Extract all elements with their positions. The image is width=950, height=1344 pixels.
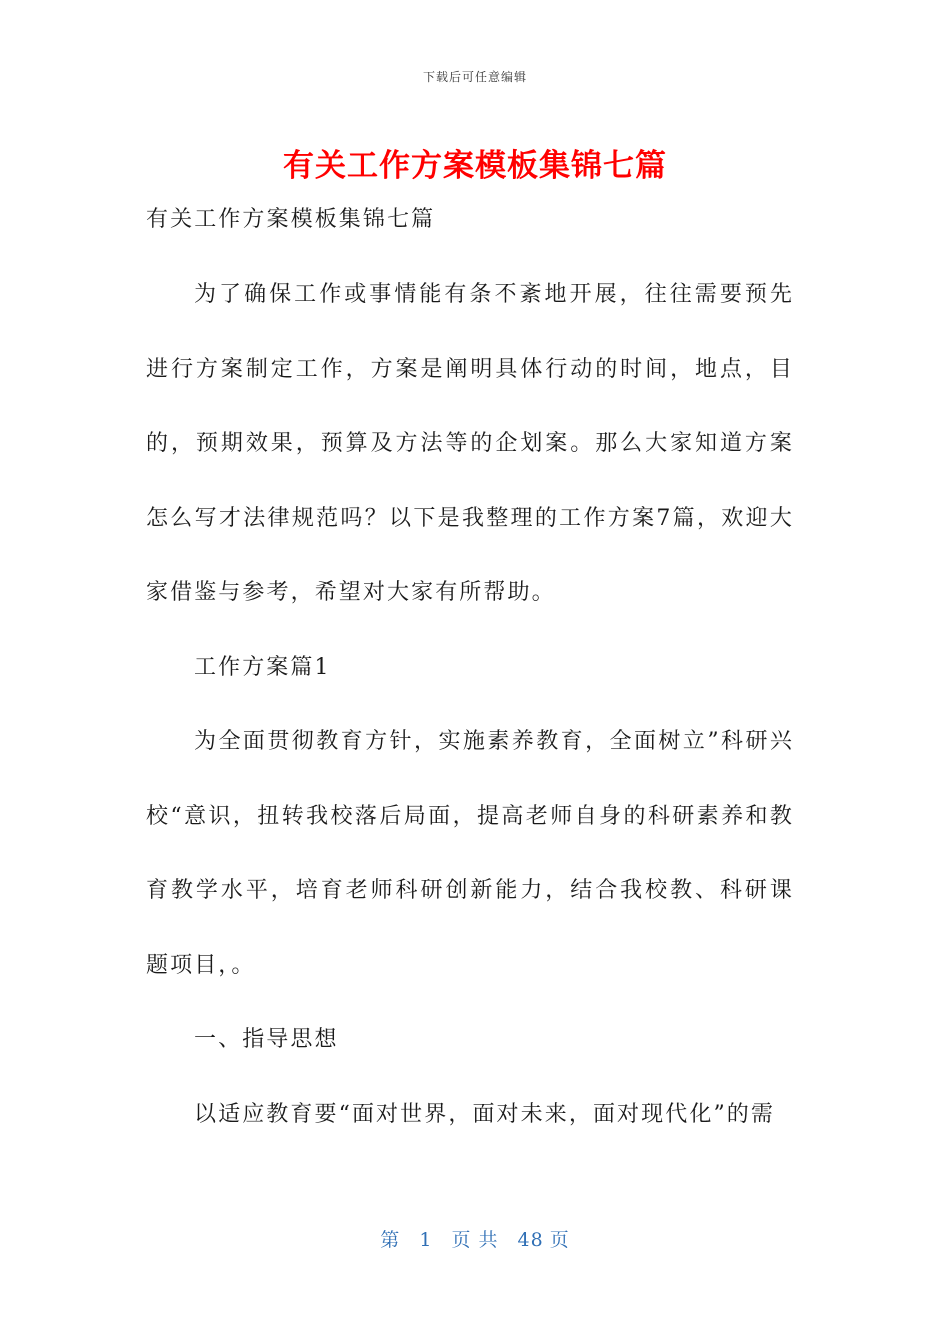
footer-middle: 页 共: [451, 1229, 499, 1251]
document-subtitle: 有关工作方案模板集锦七篇: [146, 207, 436, 232]
footer-suffix: 页: [549, 1229, 570, 1251]
footer-total-pages: 48: [517, 1229, 544, 1251]
section-heading-guiding-ideology: 一、指导思想: [194, 1027, 339, 1052]
section-heading-plan-1: 工作方案篇1: [194, 654, 331, 680]
document-title: 有关工作方案模板集锦七篇: [283, 148, 667, 184]
paragraph-intro: 为了确保工作或事情能有条不紊地开展，往往需要预先进行方案制定工作，方案是阐明具体行动的时间，地点，目的，预期效果，预算及方法等的企划案。那么大家知道方案怎么写才法律规范吗？以下是我整理的工作方案7篇，欢迎大家借鉴与参考，希望对大家有所帮助。: [146, 282, 794, 605]
paragraph-plan-1: 为全面贯彻教育方针，实施素养教育，全面树立”科研兴校“意识，扭转我校落后局面，提高老师自身的科研素养和教育教学水平，培育老师科研创新能力，结合我校教、科研课题项目，。: [146, 729, 794, 978]
footer-prefix: 第: [380, 1229, 401, 1251]
header-note: 下载后可任意编辑: [422, 70, 527, 84]
footer-current-page: 1: [419, 1229, 433, 1251]
paragraph-guiding-ideology: 以适应教育要“面对世界，面对未来，面对现代化”的需: [194, 1101, 775, 1127]
document-body: [146, 258, 794, 1152]
page-footer: [0, 1225, 950, 1252]
